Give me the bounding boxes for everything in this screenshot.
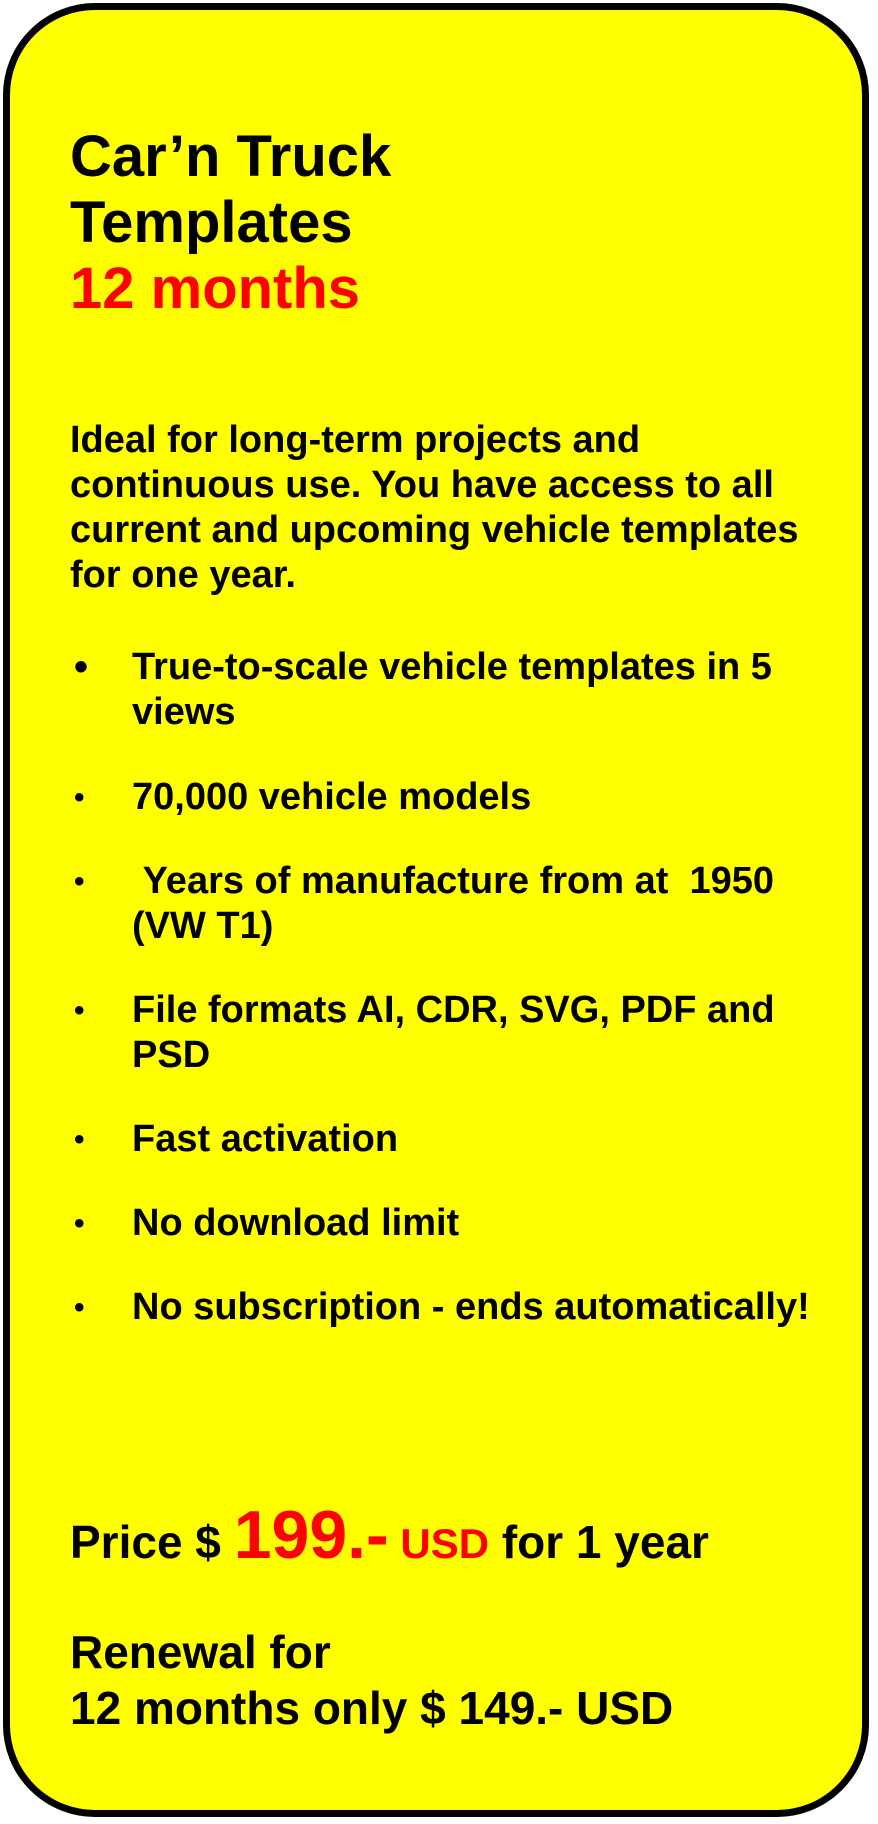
title-line-2: Templates <box>70 190 353 255</box>
feature-text: File formats AI, CDR, SVG, PDF and PSD <box>132 989 786 1076</box>
feature-text: Fast activation <box>132 1118 399 1160</box>
title-line-1: Car’n Truck <box>70 124 392 189</box>
feature-text: True-to-scale vehicle templates in 5 views <box>132 646 783 733</box>
bullet-icon: • <box>74 645 89 689</box>
renewal-info <box>70 1624 673 1736</box>
plan-duration: 12 months <box>70 256 361 321</box>
bullet-icon: • <box>74 781 85 814</box>
price-amount: 199.- <box>233 1497 389 1573</box>
pricing-card <box>3 3 869 1817</box>
bullet-icon: • <box>74 1207 85 1240</box>
renewal-line-2: 12 months only $ 149.- USD <box>70 1682 674 1734</box>
feature-text: No subscription - ends automatically! <box>132 1286 810 1328</box>
plan-description: Ideal for long-term projects and continuous use. You have access to all current and upcoming vehicle templates for one year. <box>70 419 799 596</box>
feature-text: 70,000 vehicle models <box>132 776 532 818</box>
bullet-icon: • <box>74 1291 85 1324</box>
bullet-icon: • <box>74 994 85 1027</box>
price-line <box>70 1497 709 1579</box>
plan-title <box>70 124 391 322</box>
bullet-icon: • <box>74 1123 85 1156</box>
price-currency: USD <box>388 1520 490 1567</box>
feature-text: No download limit <box>132 1202 460 1244</box>
price-suffix: for 1 year <box>489 1516 709 1568</box>
feature-text: Years of manufacture from at 1950 (VW T1) <box>132 860 785 947</box>
renewal-line-1: Renewal for <box>70 1626 331 1678</box>
price-prefix: Price $ <box>70 1516 234 1568</box>
bullet-icon: • <box>74 865 85 898</box>
